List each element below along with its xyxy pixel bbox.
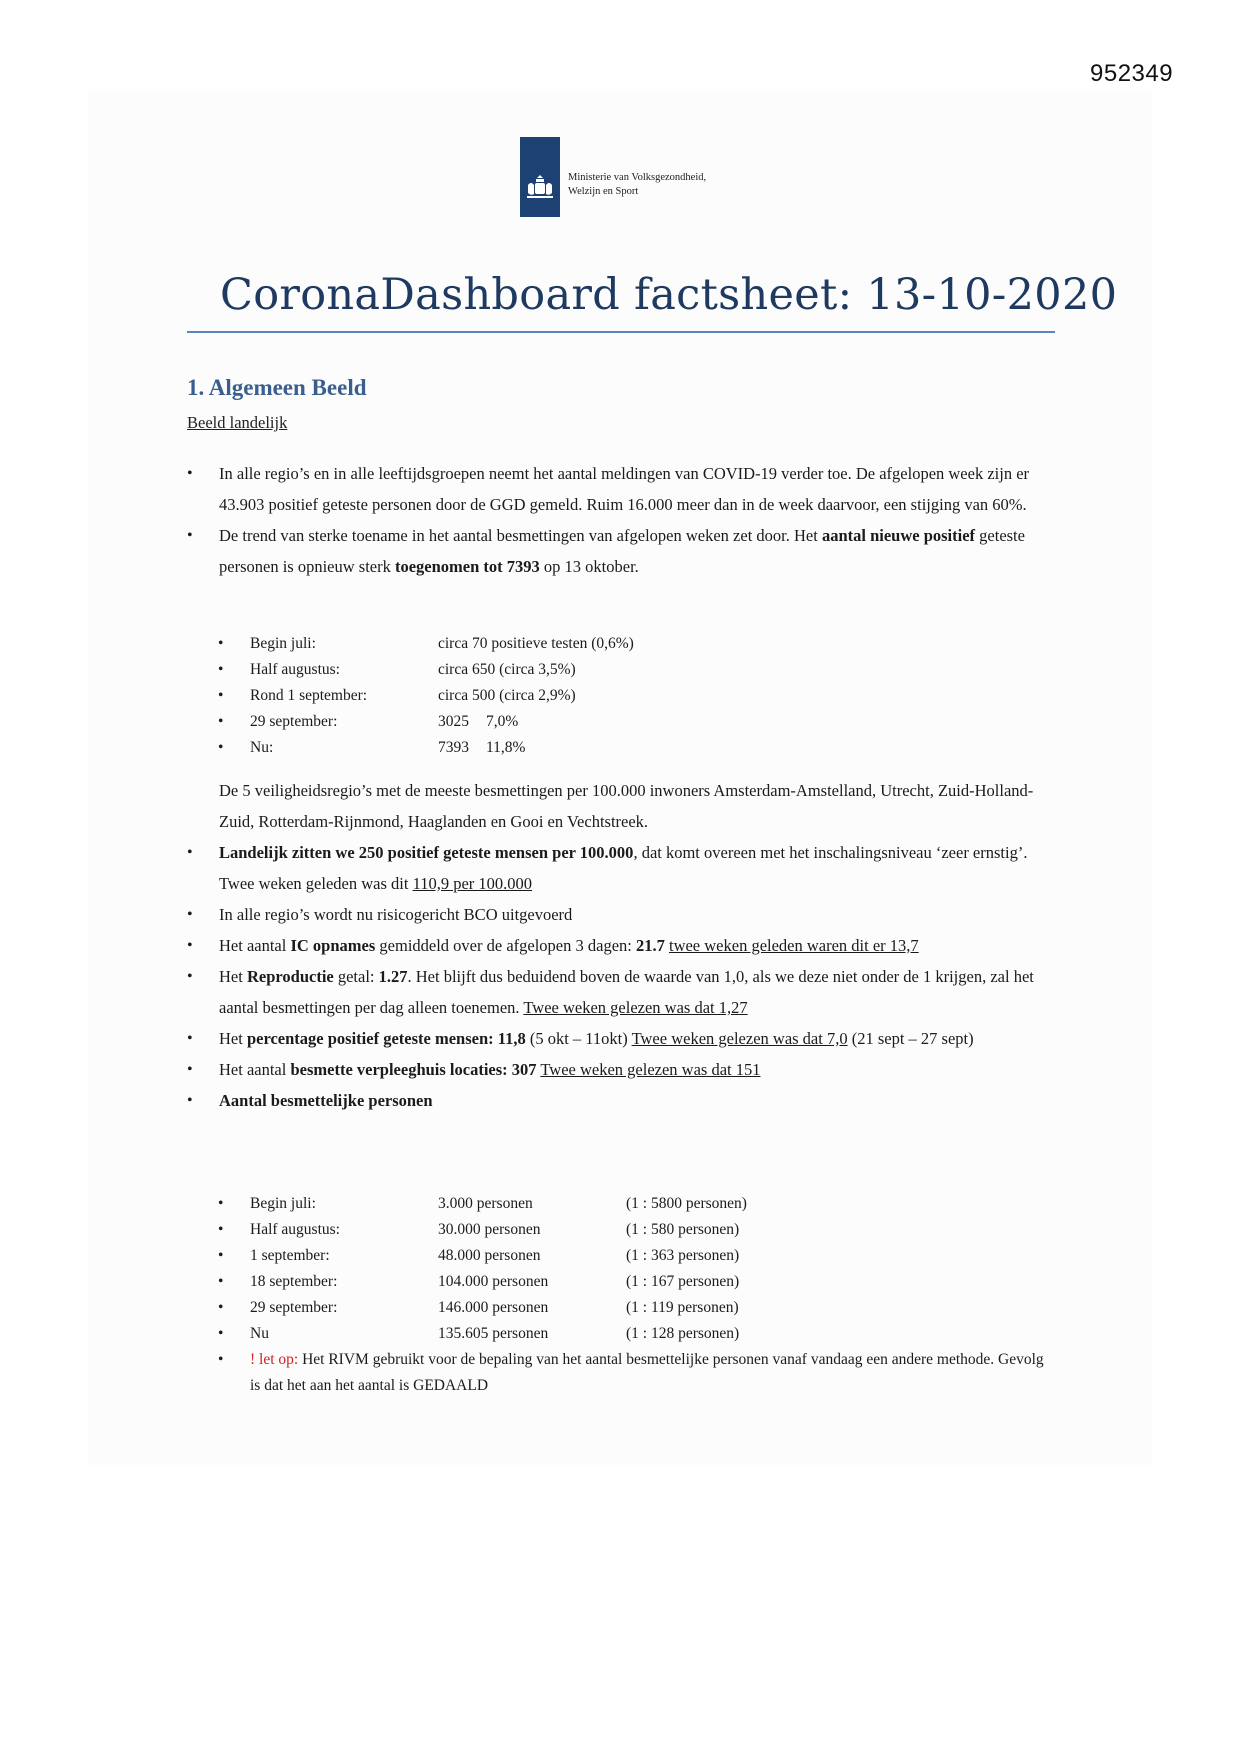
document-id: 952349	[1090, 60, 1174, 87]
ministry-name-line2: Welzijn en Sport	[568, 186, 639, 197]
regions-paragraph: De 5 veiligheidsregio’s met de meeste besmettingen per 100.000 inwoners Amsterdam-Amstelland, Utrecht, Zuid-Holland-Zuid, Rotterdam-Rijnmond, Haaglanden en Gooi en Vechtstreek.	[219, 781, 1034, 831]
bullet-infectious-heading: • Aantal besmettelijke personen	[187, 1085, 1057, 1116]
bullet-trend: • De trend van sterke toename in het aantal besmettingen van afgelopen weken zet door. Het aantal nieuwe positief geteste personen is opnieuw sterk toegenomen tot 7393 op 13 oktober.	[187, 520, 1057, 582]
ministry-name-line1: Ministerie van Volksgezondheid,	[568, 172, 707, 183]
method-change-note: • ! let op: Het RIVM gebruikt voor de bepaling van het aantal besmettelijke personen vanaf vandaag een andere methode. Gevolg is dat het aan het aantal is GEDAALD	[218, 1347, 1050, 1399]
bullet-list-main	[187, 775, 1057, 1116]
bullet-weekly-cases: • In alle regio’s en in alle leeftijdsgroepen neemt het aantal meldingen van COVID-19 verder toe. De afgelopen week zijn er 43.903 positief geteste personen door de GGD gemeld. Ruim 16.000 meer dan in de week daarvoor, een stijging van 60%.	[187, 458, 1057, 520]
coat-of-arms-icon	[520, 137, 560, 217]
section-heading: 1. Algemeen Beeld	[187, 375, 367, 400]
list-item: • Half augustus: 30.000 personen (1 : 580 personen)	[218, 1217, 1050, 1243]
list-item: • 1 september: 48.000 personen (1 : 363 personen)	[218, 1243, 1050, 1269]
section-subheading: Beeld landelijk	[187, 413, 288, 432]
list-item: • 29 september: 146.000 personen (1 : 119 personen)	[218, 1295, 1050, 1321]
infectious-persons-list	[218, 1191, 1050, 1399]
page-title: CoronaDashboard factsheet: 13-10-2020	[220, 270, 1118, 320]
bullet-bco: • In alle regio’s wordt nu risicogericht BCO uitgevoerd	[187, 899, 1057, 930]
list-item: • Begin juli: 3.000 personen (1 : 5800 personen)	[218, 1191, 1050, 1217]
bullet-national-rate: • Landelijk zitten we 250 positief geteste mensen per 100.000, dat komt overeen met het inschalingsniveau ‘zeer ernstig’. Twee weken geleden was dit 110,9 per 100.000	[187, 837, 1057, 899]
bullet-ic-admissions: • Het aantal IC opnames gemiddeld over de afgelopen 3 dagen: 21.7 twee weken geleden waren dit er 13,7	[187, 930, 1057, 961]
list-item: • Nu 135.605 personen (1 : 128 personen)	[218, 1321, 1050, 1347]
list-item: • Begin juli: circa 70 positieve testen (0,6%)	[218, 631, 634, 657]
ministry-logo	[520, 137, 706, 217]
list-item: • 29 september: 3025 7,0%	[218, 709, 634, 735]
bullet-reproduction: • Het Reproductie getal: 1.27. Het blijft dus beduidend boven de waarde van 1,0, als we deze niet onder de 1 krijgen, zal het aantal besmettingen per dag alleen toenemen. Twee weken gelezen was dat 1,27	[187, 961, 1057, 1023]
title-divider	[187, 331, 1055, 333]
list-item: • 18 september: 104.000 personen (1 : 167 personen)	[218, 1269, 1050, 1295]
bullet-nursing-homes: • Het aantal besmette verpleeghuis locaties: 307 Twee weken gelezen was dat 151	[187, 1054, 1057, 1085]
list-item: • Nu: 7393 11,8%	[218, 735, 634, 761]
positive-tests-list	[218, 631, 634, 761]
bullet-percentage-positive: • Het percentage positief geteste mensen: 11,8 (5 okt – 11okt) Twee weken gelezen was dat 7,0 (21 sept – 27 sept)	[187, 1023, 1057, 1054]
list-item: • Rond 1 september: circa 500 (circa 2,9%)	[218, 683, 634, 709]
list-item: • Half augustus: circa 650 (circa 3,5%)	[218, 657, 634, 683]
bullet-list-top	[187, 458, 1057, 582]
warning-label: ! let op:	[250, 1351, 299, 1368]
